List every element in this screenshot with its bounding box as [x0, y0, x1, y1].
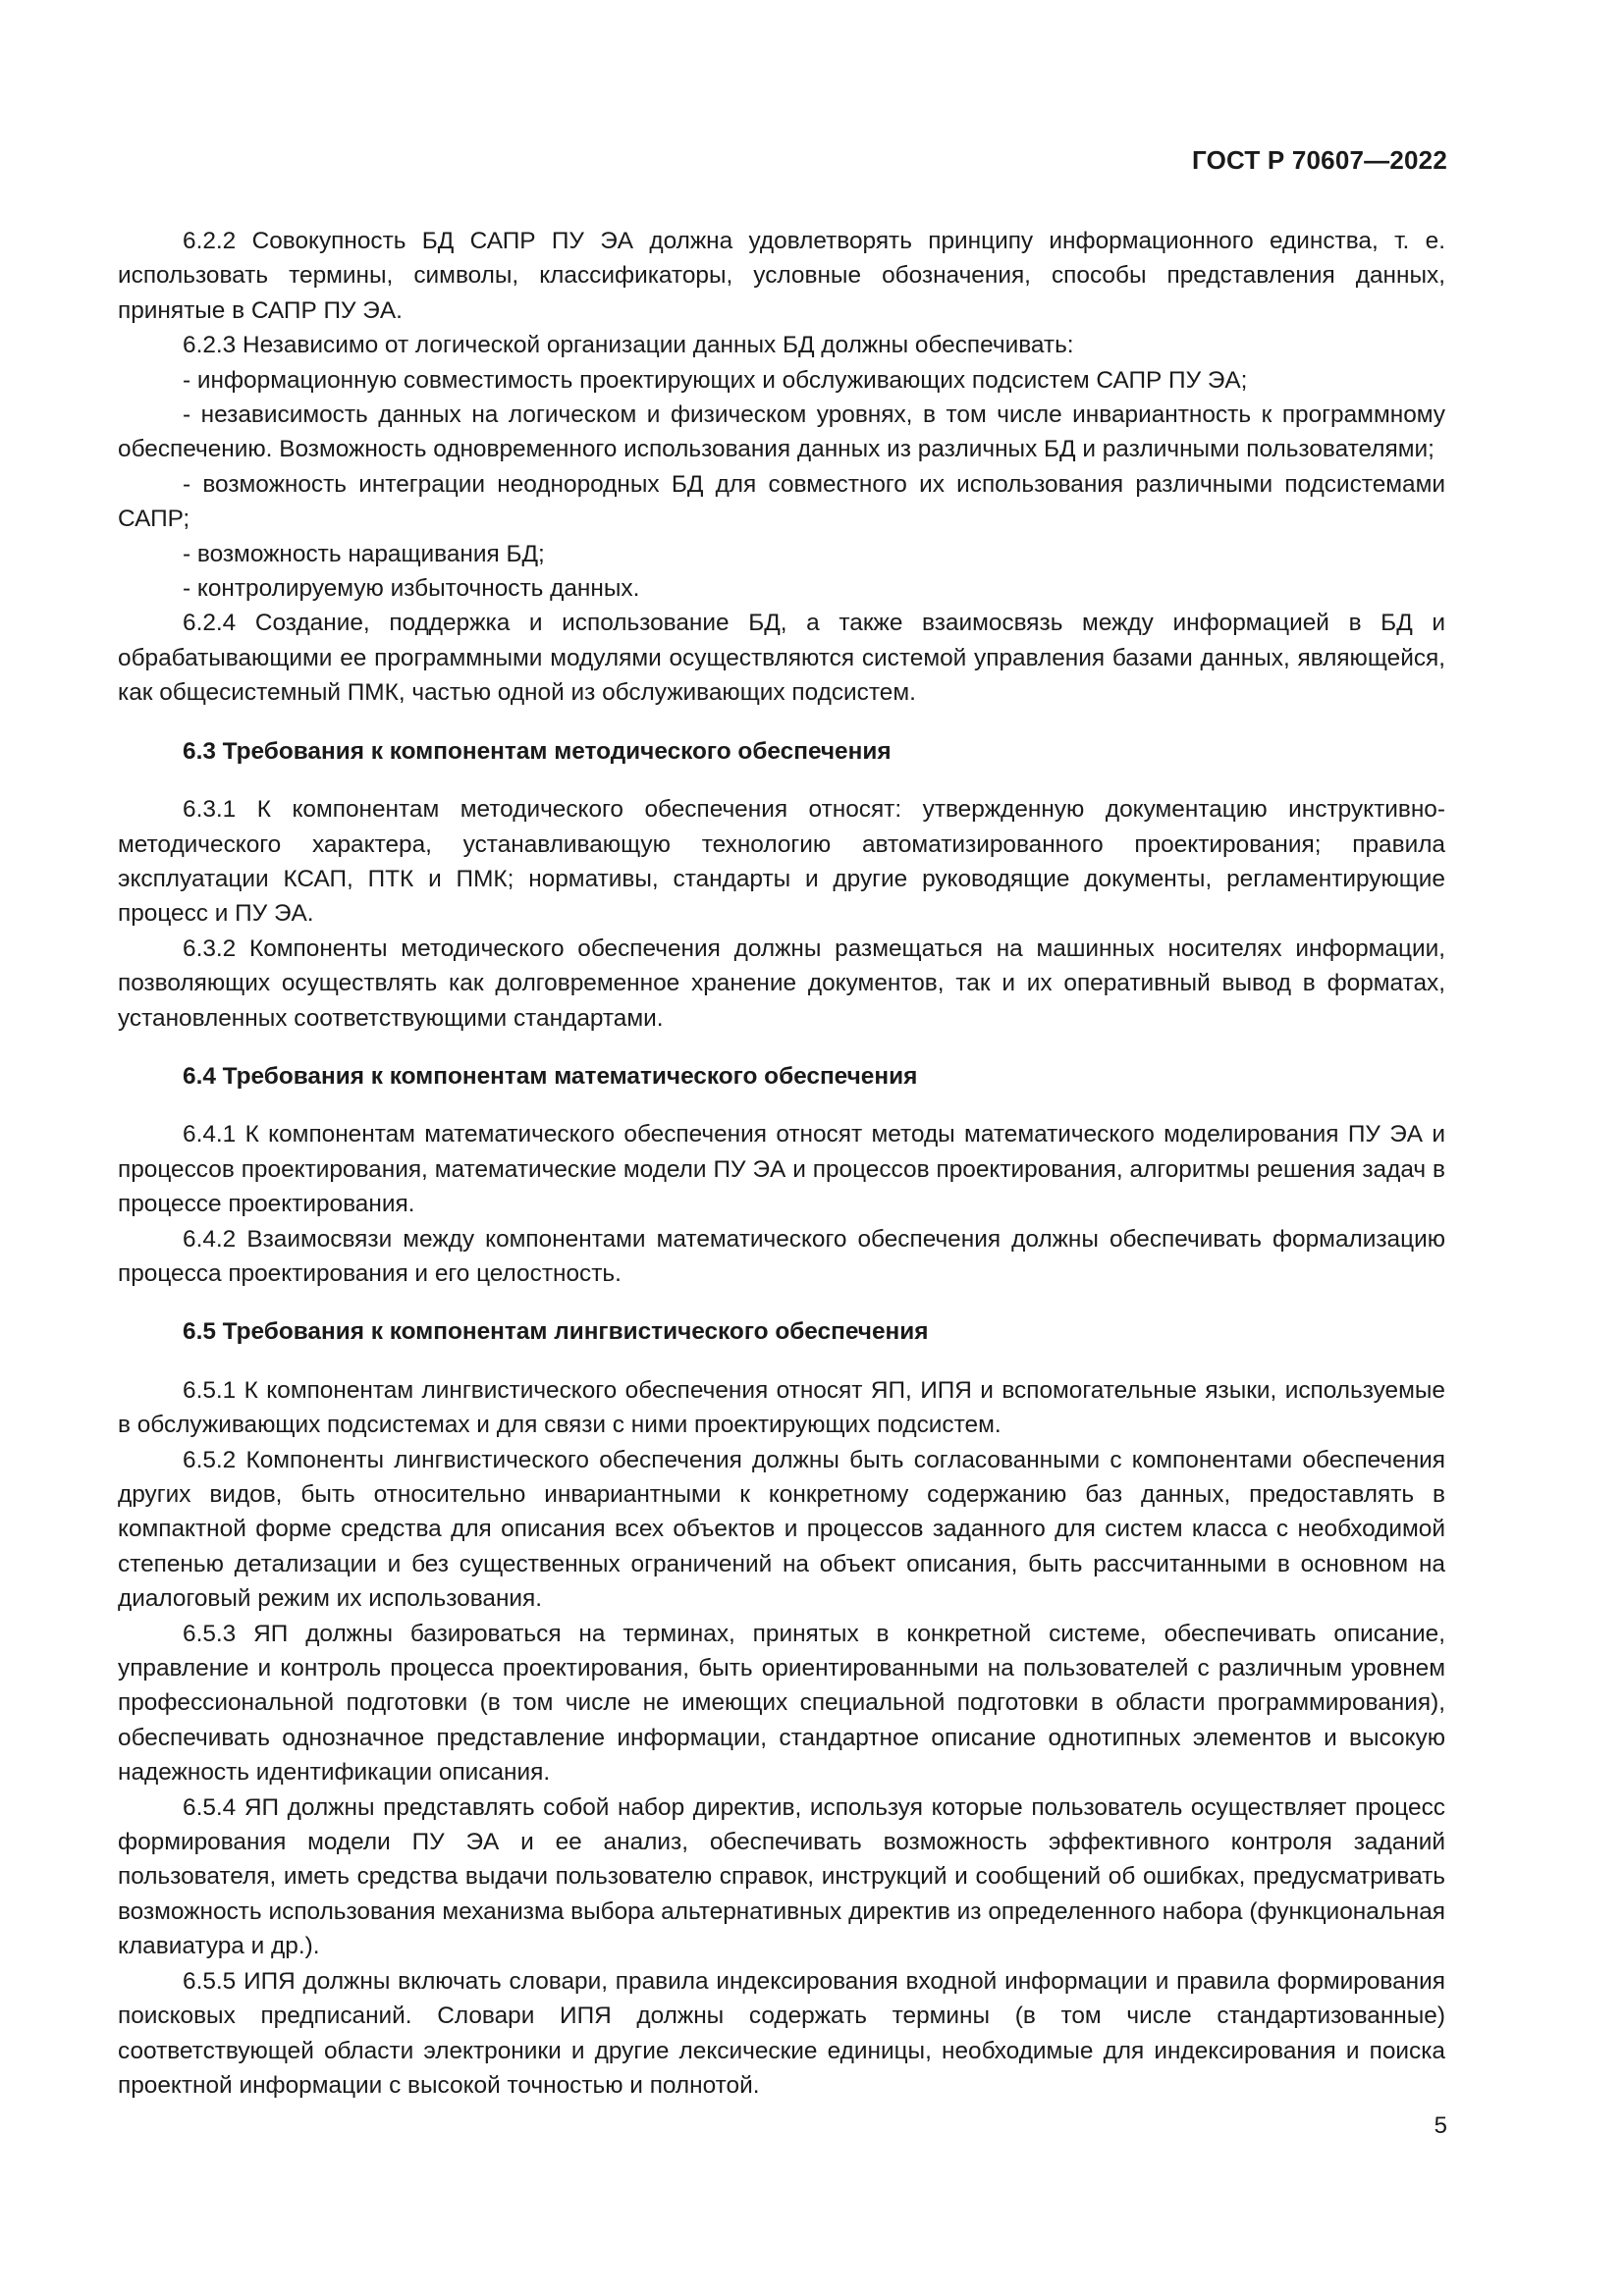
paragraph-6-3-1: 6.3.1 К компонентам методического обеспечения относят: утвержденную документацию инструктивно-методического характера, устанавливающую технологию автоматизированного проектирования; правила эксплуатации КСАП, ПТК и ПМК; нормативы, стандарты и другие руководящие документы, регламентирующие процесс и ПУ ЭА.	[118, 796, 1445, 928]
list-item: - возможность интеграции неоднородных БД для совместного их использования различными подсистемами САПР;	[118, 470, 1445, 533]
paragraph-6-2-4: 6.2.4 Создание, поддержка и использование БД, а также взаимосвязь между информацией в БД и обрабатывающими ее программными модулями осуществляются системой управления базами данных, являющейся, как общесистемный ПМК, частью одной из обслуживающих подсистем.	[118, 610, 1445, 707]
paragraph-6-4-1: 6.4.1 К компонентам математического обеспечения относят методы математического моделирования ПУ ЭА и процессов проектирования, математические модели ПУ ЭА и процессов проектирования, алгоритмы решения задач в процессе проектирования.	[118, 1121, 1445, 1218]
paragraph-6-3-2: 6.3.2 Компоненты методического обеспечения должны размещаться на машинных носителях информации, позволяющих осуществлять как долговременное хранение документов, так и их оперативный вывод в форматах, установленных соответствующими стандартами.	[118, 934, 1445, 1032]
paragraph-6-5-2: 6.5.2 Компоненты лингвистического обеспечения должны быть согласованными с компонентами обеспечения других видов, быть относительно инвариантными к конкретному содержанию баз данных, предоставлять в компактной форме средства для описания всех объектов и процессов заданного для систем класса с необходимой степенью детализации и без существенных ограничений на объект описания, быть рассчитанными в основном на диалоговый режим их использования.	[118, 1446, 1445, 1613]
paragraph-6-2-3: 6.2.3 Независимо от логической организации данных БД должны обеспечивать:	[183, 332, 1074, 359]
section-heading-6-4: 6.4 Требования к компонентам математического обеспечения	[183, 1062, 918, 1090]
paragraph-6-4-2: 6.4.2 Взаимосвязи между компонентами математического обеспечения должны обеспечивать формализацию процесса проектирования и его целостность.	[118, 1225, 1445, 1287]
paragraph-6-5-3: 6.5.3 ЯП должны базироваться на терминах, принятых в конкретной системе, обеспечивать описание, управление и контроль процесса проектирования, быть ориентированными на пользователей с различным уровнем профессиональной подготовки (в том числе не имеющих специальной подготовки в области программирования), обеспечивать однозначное представление информации, стандартное описание однотипных элементов и высокую надежность идентификации описания.	[118, 1620, 1445, 1787]
paragraph-6-5-5: 6.5.5 ИПЯ должны включать словари, правила индексирования входной информации и правила формирования поисковых предписаний. Словари ИПЯ должны содержать термины (в том числе стандартизованные) соответствующей области электроники и другие лексические единицы, необходимые для индексирования и поиска проектной информации с высокой точностью и полнотой.	[118, 1967, 1445, 2099]
list-item: - информационную совместимость проектирующих и обслуживающих подсистем САПР ПУ ЭА;	[183, 366, 1248, 394]
paragraph-6-5-4: 6.5.4 ЯП должны представлять собой набор директив, используя которые пользователь осуществляет процесс формирования модели ПУ ЭА и ее анализ, обеспечивать возможность эффективного контроля заданий пользователя, иметь средства выдачи пользователю справок, инструкций и сообщений об ошибках, предусматривать возможность использования механизма выбора альтернативных директив из определенного набора (функциональная клавиатура и др.).	[118, 1793, 1445, 1960]
list-item: - контролируемую избыточность данных.	[183, 575, 640, 603]
paragraph-6-2-2: 6.2.2 Совокупность БД САПР ПУ ЭА должна удовлетворять принципу информационного единства, т. е. использовать термины, символы, классификаторы, условные обозначения, способы представления данных, принятые в САПР ПУ ЭА.	[118, 228, 1445, 324]
document-code-header: ГОСТ Р 70607—2022	[1192, 145, 1447, 175]
list-item: - возможность наращивания БД;	[183, 540, 545, 567]
list-item: - независимость данных на логическом и физическом уровнях, в том числе инвариантность к программному обеспечению. Возможность одновременного использования данных из различных БД и различными пользователями;	[118, 401, 1445, 463]
page-number: 5	[1434, 2112, 1447, 2139]
document-body	[118, 224, 1445, 2103]
section-heading-6-5: 6.5 Требования к компонентам лингвистического обеспечения	[183, 1318, 929, 1346]
section-heading-6-3: 6.3 Требования к компонентам методического обеспечения	[183, 737, 892, 765]
paragraph-6-5-1: 6.5.1 К компонентам лингвистического обеспечения относят ЯП, ИПЯ и вспомогательные языки, используемые в обслуживающих подсистемах и для связи с ними проектирующих подсистем.	[118, 1376, 1445, 1439]
